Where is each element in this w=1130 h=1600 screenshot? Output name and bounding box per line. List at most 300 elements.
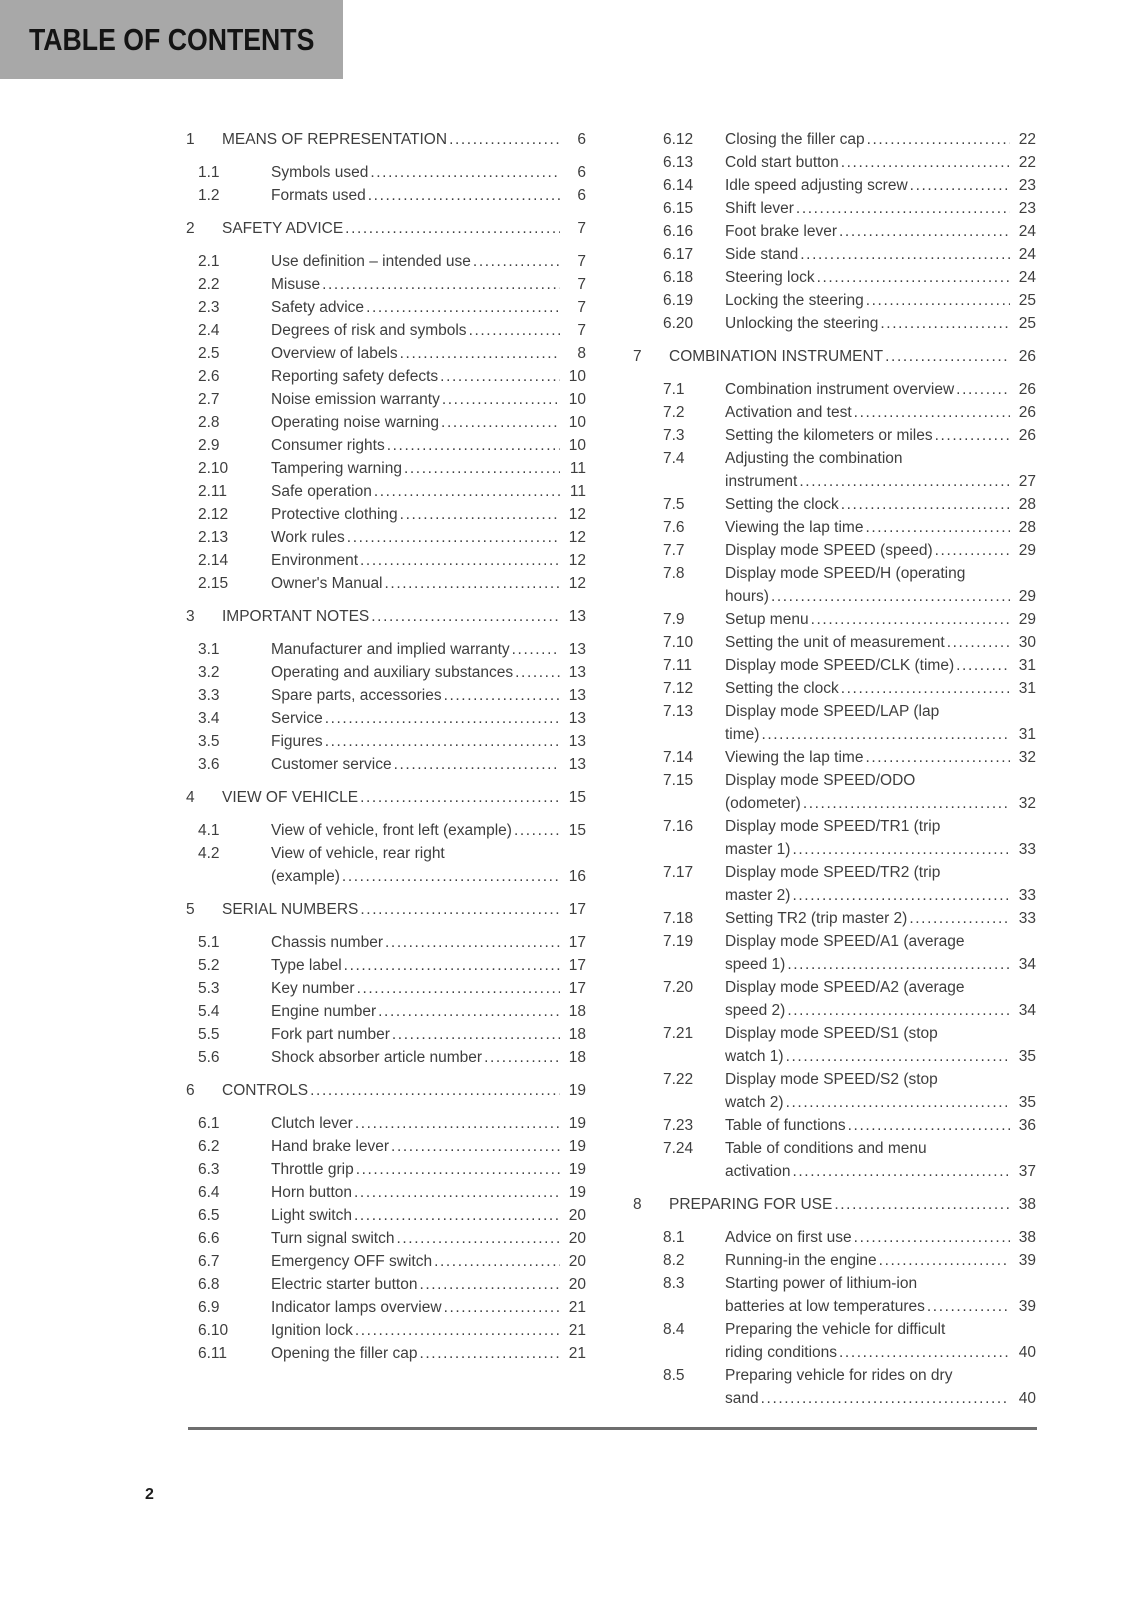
toc-entry-number: 6.14	[663, 177, 694, 194]
toc-entry-body	[271, 1296, 586, 1319]
toc-item-row	[186, 1000, 586, 1023]
toc-entry-page: 34	[1018, 956, 1036, 973]
toc-entry-number: 3.1	[198, 641, 220, 658]
toc-item-row	[186, 296, 586, 319]
toc-entry-title: Shift lever	[725, 200, 794, 217]
toc-entry-number: 7.14	[663, 749, 694, 766]
toc-entry-line	[271, 1204, 586, 1227]
toc-entry-body	[271, 365, 586, 388]
toc-item-row	[633, 976, 1036, 1022]
toc-item-row	[633, 401, 1036, 424]
toc-entry-line	[725, 1318, 1036, 1341]
toc-entry-body	[271, 161, 586, 184]
toc-entry-title: Clutch lever	[271, 1115, 353, 1132]
toc-entry-line	[271, 526, 586, 549]
toc-entry-line	[725, 930, 1036, 953]
toc-entry-page: 20	[568, 1276, 586, 1293]
dot-leader	[841, 677, 1010, 700]
toc-entry-page: 26	[1018, 404, 1036, 421]
toc-entry-title: Formats used	[271, 187, 366, 204]
toc-entry-page: 17	[568, 901, 586, 918]
toc-entry-number: 2.15	[198, 575, 229, 592]
dot-leader	[444, 684, 560, 707]
toc-entry-title: Use definition – intended use	[271, 253, 471, 270]
toc-entry-line	[271, 480, 586, 503]
toc-entry-title: Safety advice	[271, 299, 365, 316]
toc-entry-number: 7.10	[663, 634, 694, 651]
toc-entry-body	[271, 1273, 586, 1296]
toc-entry-title: Service	[271, 710, 323, 727]
dot-leader	[449, 128, 560, 151]
toc-entry-body	[725, 769, 1036, 815]
toc-entry-title: speed 2)	[725, 1002, 786, 1019]
toc-entry-page: 21	[568, 1299, 586, 1316]
toc-entry-body	[271, 753, 586, 776]
toc-entry-body	[271, 1046, 586, 1069]
toc-entry-page: 7	[577, 276, 586, 293]
toc-item-row	[186, 1296, 586, 1319]
toc-entry-page: 40	[1018, 1344, 1036, 1361]
toc-item-row	[186, 1181, 586, 1204]
dot-leader	[347, 526, 560, 549]
toc-entry-number: 2.10	[198, 460, 229, 477]
toc-entry-body	[271, 273, 586, 296]
toc-entry-line	[271, 1342, 586, 1365]
dot-leader	[927, 1295, 1010, 1318]
toc-entry-page: 6	[577, 164, 586, 181]
toc-entry-number: 6.1	[198, 1115, 220, 1132]
toc-entry-body	[271, 1135, 586, 1158]
toc-entry-number: 8.1	[663, 1229, 685, 1246]
toc-entry-title: Display mode SPEED (speed)	[725, 542, 933, 559]
toc-entry-title: Foot brake lever	[725, 223, 837, 240]
toc-entry-line	[725, 608, 1036, 631]
dot-leader	[354, 1181, 560, 1204]
toc-entry-number: 2.8	[198, 414, 220, 431]
toc-entry-line	[725, 128, 1036, 151]
dot-leader	[841, 151, 1010, 174]
toc-entry-page: 30	[1018, 634, 1036, 651]
toc-entry-body	[725, 1272, 1036, 1318]
toc-entry-number: 7.24	[663, 1140, 694, 1157]
toc-entry-body	[725, 1249, 1036, 1272]
toc-entry-body	[271, 1181, 586, 1204]
toc-entry-number: 6.9	[198, 1299, 220, 1316]
toc-entry-line	[271, 1296, 586, 1319]
toc-entry-line	[725, 861, 1036, 884]
toc-entry-number: 7.1	[663, 381, 685, 398]
toc-entry-number: 2	[186, 220, 195, 237]
toc-entry-line	[725, 976, 1036, 999]
toc-entry-title: Chassis number	[271, 934, 383, 951]
toc-entry-title: Light switch	[271, 1207, 352, 1224]
toc-entry-line	[725, 1114, 1036, 1137]
toc-entry-number: 6.15	[663, 200, 694, 217]
toc-item-row	[186, 661, 586, 684]
toc-entry-page: 25	[1018, 315, 1036, 332]
toc-entry-title: Display mode SPEED/TR1 (trip	[725, 818, 941, 835]
toc-entry-number: 1.1	[198, 164, 220, 181]
toc-entry-line	[725, 266, 1036, 289]
toc-item-row	[186, 730, 586, 753]
toc-entry-page: 24	[1018, 269, 1036, 286]
toc-entry-body	[271, 977, 586, 1000]
toc-item-row	[186, 1158, 586, 1181]
toc-section-row	[633, 345, 1036, 368]
toc-entry-title: Operating noise warning	[271, 414, 440, 431]
toc-item-row	[633, 700, 1036, 746]
toc-entry-page: 13	[568, 733, 586, 750]
dot-leader	[355, 1319, 560, 1342]
toc-entry-body	[725, 1318, 1036, 1364]
dot-leader	[865, 746, 1010, 769]
toc-item-row	[186, 273, 586, 296]
toc-item-row	[186, 1204, 586, 1227]
toc-entry-title: Environment	[271, 552, 359, 569]
toc-entry-title: Emergency OFF switch	[271, 1253, 433, 1270]
toc-item-row	[633, 289, 1036, 312]
toc-item-row	[633, 562, 1036, 608]
toc-entry-body	[725, 1226, 1036, 1249]
dot-leader	[514, 819, 560, 842]
toc-entry-number: 2.2	[198, 276, 220, 293]
toc-entry-body	[725, 539, 1036, 562]
toc-entry-title: Display mode SPEED/H (operating	[725, 565, 966, 582]
toc-entry-body	[271, 1112, 586, 1135]
toc-entry-line	[271, 342, 586, 365]
toc-item-row	[186, 977, 586, 1000]
toc-entry-body	[725, 378, 1036, 401]
toc-entry-line	[222, 1079, 586, 1102]
toc-entry-title: Shock absorber article number	[271, 1049, 483, 1066]
toc-entry-title: Engine number	[271, 1003, 377, 1020]
toc-entry-page: 6	[577, 187, 586, 204]
dot-leader	[374, 480, 560, 503]
toc-entry-number: 7.7	[663, 542, 685, 559]
toc-entry-title: Table of functions	[725, 1117, 846, 1134]
toc-item-row	[633, 861, 1036, 907]
toc-entry-title: Display mode SPEED/A1 (average	[725, 933, 965, 950]
toc-entry-title: Steering lock	[725, 269, 815, 286]
toc-entry-number: 6.3	[198, 1161, 220, 1178]
toc-item-row	[633, 1249, 1036, 1272]
toc-entry-body	[271, 1227, 586, 1250]
toc-entry-title: Locking the steering	[725, 292, 864, 309]
toc-entry-page: 11	[569, 460, 586, 477]
dot-leader	[787, 953, 1010, 976]
toc-entry-page: 10	[568, 437, 586, 454]
toc-entry-body	[271, 638, 586, 661]
toc-item-row	[186, 684, 586, 707]
dot-leader	[800, 243, 1010, 266]
dot-leader	[484, 1046, 560, 1069]
toc-entry-page: 11	[569, 483, 586, 500]
toc-item-row	[186, 842, 586, 888]
toc-item-row	[633, 1022, 1036, 1068]
toc-entry-title: SAFETY ADVICE	[222, 220, 344, 237]
toc-entry-body	[271, 819, 586, 842]
toc-entry-number: 6.5	[198, 1207, 220, 1224]
footer-page-number: 2	[145, 1486, 154, 1503]
toc-entry-body	[725, 266, 1036, 289]
toc-entry-page: 6	[577, 131, 586, 148]
dot-leader	[345, 217, 560, 240]
dot-leader	[854, 1226, 1010, 1249]
toc-item-row	[633, 174, 1036, 197]
toc-entry-number: 7.21	[663, 1025, 694, 1042]
toc-entry-number: 6.19	[663, 292, 694, 309]
toc-entry-body	[222, 786, 586, 809]
toc-entry-page: 10	[568, 368, 586, 385]
toc-entry-number: 4	[186, 789, 195, 806]
toc-item-row	[633, 1272, 1036, 1318]
dot-leader	[792, 1160, 1010, 1183]
toc-entry-line	[725, 1160, 1036, 1183]
dot-leader	[786, 1091, 1010, 1114]
toc-item-row	[633, 1114, 1036, 1137]
toc-entry-title: master 2)	[725, 887, 791, 904]
toc-entry-title: Turn signal switch	[271, 1230, 395, 1247]
toc-entry-title: Running-in the engine	[725, 1252, 877, 1269]
toc-entry-body	[725, 976, 1036, 1022]
toc-entry-page: 29	[1018, 611, 1036, 628]
dot-leader	[935, 424, 1010, 447]
toc-entry-number: 5	[186, 901, 195, 918]
toc-item-row	[186, 1273, 586, 1296]
toc-entry-title: Key number	[271, 980, 355, 997]
toc-item-row	[186, 1250, 586, 1273]
toc-entry-page: 29	[1018, 542, 1036, 559]
toc-entry-body	[271, 572, 586, 595]
toc-entry-line	[271, 434, 586, 457]
toc-entry-line	[271, 1227, 586, 1250]
dot-leader	[387, 434, 560, 457]
toc-entry-number: 7.23	[663, 1117, 694, 1134]
toc-entry-line	[271, 184, 586, 207]
toc-entry-title: Throttle grip	[271, 1161, 354, 1178]
toc-entry-page: 28	[1018, 519, 1036, 536]
toc-item-row	[633, 654, 1036, 677]
toc-entry-page: 20	[568, 1207, 586, 1224]
toc-item-row	[633, 746, 1036, 769]
toc-item-row	[633, 151, 1036, 174]
toc-entry-body	[271, 842, 586, 888]
toc-entry-body	[222, 128, 586, 151]
toc-entry-line	[725, 539, 1036, 562]
toc-section-row	[186, 786, 586, 809]
toc-entry-page: 31	[1018, 726, 1036, 743]
toc-entry-line	[271, 842, 586, 865]
toc-section-row	[186, 1079, 586, 1102]
toc-entry-line	[271, 388, 586, 411]
toc-entry-body	[725, 289, 1036, 312]
toc-entry-title: COMBINATION INSTRUMENT	[669, 348, 884, 365]
toc-entry-title: Setting the kilometers or miles	[725, 427, 933, 444]
toc-entry-title: Setup menu	[725, 611, 809, 628]
toc-entry-page: 37	[1018, 1163, 1036, 1180]
toc-item-row	[186, 480, 586, 503]
toc-entry-line	[725, 884, 1036, 907]
toc-entry-number: 6.17	[663, 246, 694, 263]
toc-entry-line	[271, 1250, 586, 1273]
toc-entry-title: speed 1)	[725, 956, 786, 973]
dot-leader	[394, 753, 560, 776]
toc-item-row	[633, 1137, 1036, 1183]
toc-entry-page: 19	[568, 1115, 586, 1132]
toc-entry-title: Idle speed adjusting screw	[725, 177, 908, 194]
toc-entry-number: 4.1	[198, 822, 220, 839]
dot-leader	[440, 365, 560, 388]
toc-entry-line	[271, 865, 586, 888]
dot-leader	[434, 1250, 560, 1273]
dot-leader	[469, 319, 560, 342]
dot-leader	[310, 1079, 560, 1102]
toc-entry-body	[725, 1022, 1036, 1068]
toc-entry-title: hours)	[725, 588, 769, 605]
toc-entry-body	[271, 388, 586, 411]
toc-entry-title: Display mode SPEED/LAP (lap	[725, 703, 940, 720]
toc-entry-line	[271, 730, 586, 753]
toc-entry-body	[271, 931, 586, 954]
toc-entry-page: 19	[568, 1082, 586, 1099]
toc-entry-title: Consumer rights	[271, 437, 385, 454]
toc-entry-page: 18	[568, 1049, 586, 1066]
toc-entry-page: 7	[577, 220, 586, 237]
toc-entry-page: 13	[568, 687, 586, 704]
dot-leader	[787, 999, 1010, 1022]
toc-entry-title: Preparing the vehicle for difficult	[725, 1321, 946, 1338]
toc-entry-title: Activation and test	[725, 404, 852, 421]
dot-leader	[442, 388, 560, 411]
toc-entry-title: Table of conditions and menu	[725, 1140, 927, 1157]
toc-entry-number: 3.2	[198, 664, 220, 681]
toc-entry-line	[271, 1112, 586, 1135]
toc-entry-number: 5.4	[198, 1003, 220, 1020]
toc-entry-body	[222, 898, 586, 921]
toc-entry-line	[725, 953, 1036, 976]
toc-entry-number: 7.5	[663, 496, 685, 513]
toc-entry-page: 31	[1018, 657, 1036, 674]
toc-entry-body	[725, 861, 1036, 907]
toc-entry-page: 16	[568, 868, 586, 885]
toc-entry-page: 27	[1018, 473, 1036, 490]
dot-leader	[817, 266, 1010, 289]
dot-leader	[515, 661, 560, 684]
toc-item-row	[633, 1364, 1036, 1410]
toc-section-row	[633, 1193, 1036, 1216]
toc-item-row	[186, 503, 586, 526]
toc-item-row	[633, 1226, 1036, 1249]
toc-entry-number: 7.15	[663, 772, 694, 789]
toc-entry-line	[669, 345, 1036, 368]
toc-entry-body	[271, 503, 586, 526]
toc-entry-title: Owner's Manual	[271, 575, 383, 592]
toc-item-row	[186, 184, 586, 207]
toc-entry-number: 6.13	[663, 154, 694, 171]
toc-item-row	[633, 1068, 1036, 1114]
toc-entry-page: 25	[1018, 292, 1036, 309]
toc-entry-title: Reporting safety defects	[271, 368, 439, 385]
toc-entry-line	[725, 1341, 1036, 1364]
toc-entry-body	[222, 1079, 586, 1102]
toc-entry-line	[725, 1295, 1036, 1318]
toc-entry-title: Hand brake lever	[271, 1138, 390, 1155]
dot-leader	[378, 1000, 560, 1023]
toc-entry-page: 26	[1018, 348, 1036, 365]
toc-entry-number: 3.6	[198, 756, 220, 773]
toc-item-row	[186, 638, 586, 661]
toc-item-row	[633, 516, 1036, 539]
toc-entry-page: 21	[568, 1322, 586, 1339]
toc-entry-title: Figures	[271, 733, 323, 750]
toc-item-row	[186, 411, 586, 434]
toc-entry-number: 1.2	[198, 187, 220, 204]
toc-entry-number: 5.1	[198, 934, 220, 951]
dot-leader	[796, 197, 1010, 220]
toc-entry-body	[725, 677, 1036, 700]
toc-entry-number: 2.3	[198, 299, 220, 316]
toc-item-row	[186, 1135, 586, 1158]
toc-entry-page: 8	[577, 345, 586, 362]
toc-entry-number: 2.1	[198, 253, 220, 270]
toc-entry-title: Preparing vehicle for rides on dry	[725, 1367, 953, 1384]
dot-leader	[322, 273, 560, 296]
toc-item-row	[186, 1342, 586, 1365]
toc-entry-title: Symbols used	[271, 164, 369, 181]
toc-entry-title: Display mode SPEED/S1 (stop	[725, 1025, 938, 1042]
toc-entry-page: 39	[1018, 1252, 1036, 1269]
toc-entry-page: 18	[568, 1003, 586, 1020]
toc-entry-line	[271, 753, 586, 776]
toc-entry-line	[725, 174, 1036, 197]
toc-item-row	[633, 493, 1036, 516]
toc-item-row	[186, 707, 586, 730]
toc-item-row	[186, 161, 586, 184]
toc-item-row	[186, 319, 586, 342]
toc-entry-number: 3.4	[198, 710, 220, 727]
toc-entry-title: Closing the filler cap	[725, 131, 865, 148]
toc-entry-body	[725, 1137, 1036, 1183]
toc-entry-number: 4.2	[198, 845, 220, 862]
toc-item-row	[633, 769, 1036, 815]
toc-entry-line	[725, 723, 1036, 746]
dot-leader	[811, 608, 1010, 631]
toc-entry-number: 7.3	[663, 427, 685, 444]
toc-entry-page: 10	[568, 391, 586, 408]
toc-entry-body	[271, 730, 586, 753]
toc-entry-line	[725, 243, 1036, 266]
toc-item-row	[186, 549, 586, 572]
dot-leader	[392, 1023, 560, 1046]
toc-item-row	[186, 1227, 586, 1250]
footer-divider	[188, 1427, 1037, 1430]
toc-item-row	[633, 677, 1036, 700]
toc-entry-line	[725, 815, 1036, 838]
toc-entry-line	[222, 898, 586, 921]
toc-item-row	[633, 312, 1036, 335]
toc-entry-page: 15	[568, 822, 586, 839]
dot-leader	[356, 1158, 560, 1181]
dot-leader	[761, 723, 1010, 746]
toc-entry-title: Cold start button	[725, 154, 839, 171]
toc-entry-line	[669, 1193, 1036, 1216]
toc-entry-title: Spare parts, accessories	[271, 687, 442, 704]
toc-entry-page: 18	[568, 1026, 586, 1043]
toc-entry-page: 22	[1018, 154, 1036, 171]
toc-entry-body	[725, 401, 1036, 424]
toc-entry-number: 6.10	[198, 1322, 229, 1339]
toc-entry-body	[725, 746, 1036, 769]
